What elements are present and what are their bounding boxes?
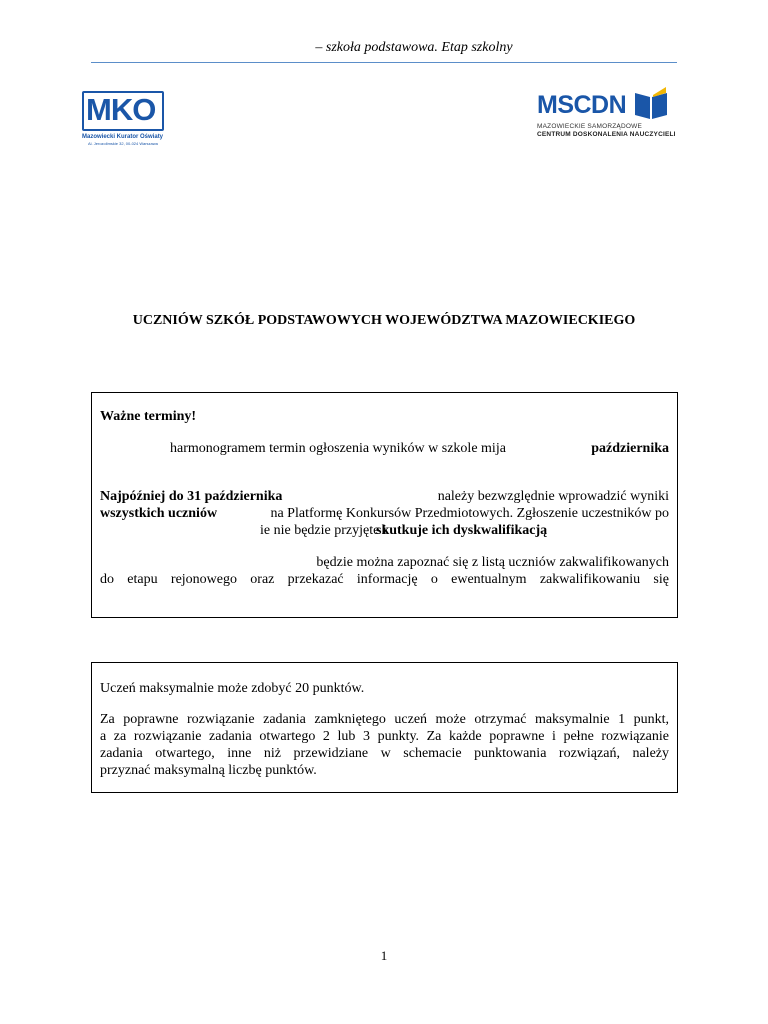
- book-icon: [633, 85, 669, 121]
- not-accepted-text: ie nie będzie przyjęte i: [260, 523, 387, 538]
- disqualification-text: skutkuje ich dyskwalifikacją: [376, 523, 548, 538]
- entry-deadline-text: należy bezwzględnie wprowadzić wyniki: [437, 489, 669, 504]
- important-dates-heading: Ważne terminy!: [100, 409, 197, 424]
- header-rule: [91, 62, 677, 63]
- scoring-rules-line4: przyznać maksymalną liczbę punktów.: [100, 763, 317, 778]
- mscdn-logo: [537, 85, 677, 145]
- scoring-rules-paragraph: [100, 711, 669, 779]
- important-dates-box: [91, 392, 678, 618]
- document-title: UCZNIÓW SZKÓŁ PODSTAWOWYCH WOJEWÓDZTWA MAZOWIECKIEGO: [132, 313, 636, 328]
- mko-logo-address: Al. Jerozolimskie 32, 00-024 Warszawa: [88, 141, 158, 146]
- scoring-box: [91, 662, 678, 793]
- results-deadline-text: harmonogramem termin ogłoszenia wyników w szkole mija: [170, 441, 506, 456]
- regional-stage-line: [100, 571, 669, 588]
- max-points-text: Uczeń maksymalnie może zdobyć 20 punktów.: [100, 681, 365, 696]
- running-header: – szkoła podstawowa. Etap szkolny: [315, 40, 513, 55]
- all-students-text: wszystkich uczniów: [100, 506, 218, 521]
- entry-deadline-date: Najpóźniej do 31 października: [100, 489, 283, 504]
- scoring-rules-line3: zadania otwartego, inne niż przewidziane w schemacie punktowania rozwiązań, należy: [100, 746, 669, 761]
- page-number: 1: [380, 948, 388, 963]
- mko-logo-name: Mazowiecki Kurator Oświaty: [82, 134, 164, 140]
- results-deadline-month: października: [591, 441, 669, 456]
- qualified-list-text: będzie można zapoznać się z listą uczniów zakwalifikowanych: [316, 555, 669, 570]
- regional-stage-text: do etapu rejonowego oraz przekazać informację o ewentualnym zakwalifikowaniu się: [100, 572, 669, 587]
- scoring-rules-line1: Za poprawne rozwiązanie zadania zamkniętego uczeń może otrzymać maksymalnie 1 punkt,: [100, 712, 669, 727]
- mscdn-logo-line1: MAZOWIECKIE SAMORZĄDOWE: [537, 123, 642, 130]
- scoring-rules-line2: a za rozwiązanie zadania otwartego 2 lub 3 punkty. Za każde poprawne i pełne rozwiązanie: [100, 729, 669, 744]
- mko-logo: [82, 91, 192, 149]
- mscdn-logo-letters: MSCDN: [537, 91, 627, 119]
- mscdn-logo-line2: CENTRUM DOSKONALENIA NAUCZYCIELI: [537, 131, 676, 138]
- mko-logo-letters: MKO: [86, 92, 156, 127]
- platform-text: na Platformę Konkursów Przedmiotowych. Zgłoszenie uczestników po: [270, 506, 669, 521]
